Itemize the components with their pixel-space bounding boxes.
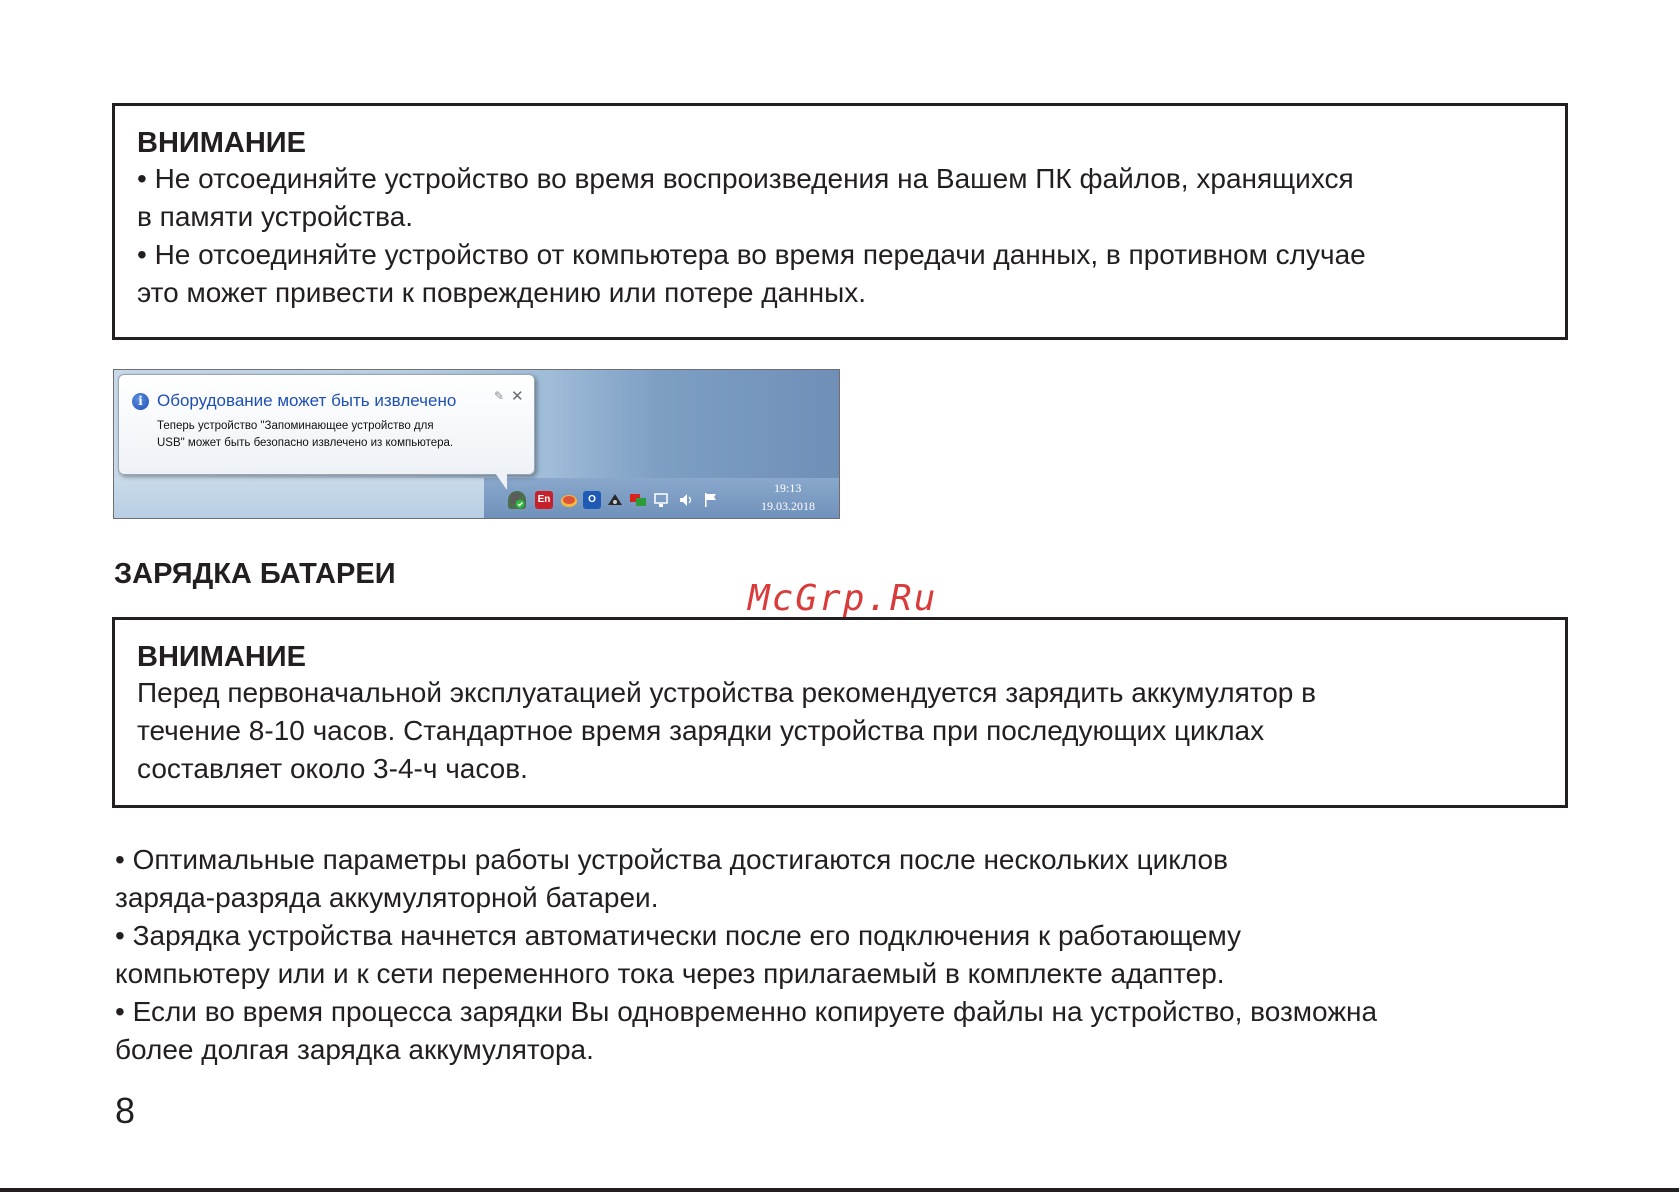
section-heading: ЗАРЯДКА БАТАРЕИ: [114, 558, 396, 590]
network-icon[interactable]: [629, 491, 647, 509]
watermark: McGrp.Ru: [748, 578, 938, 619]
bottom-rule: [0, 1188, 1679, 1192]
warning-line: это может привести к повреждению или потере данных.: [137, 277, 867, 308]
body-line: • Если во время процесса зарядки Вы одновременно копируете файлы на устройство, возможна: [115, 996, 1378, 1027]
safely-remove-hardware-icon[interactable]: [508, 491, 526, 509]
app-icon[interactable]: [560, 491, 578, 509]
notification-balloon[interactable]: [118, 374, 535, 475]
warning-title: ВНИМАНИЕ: [137, 641, 306, 673]
warning-line: течение 8-10 часов. Стандартное время зарядки устройства при последующих циклах: [137, 715, 1265, 746]
balloon-tail: [493, 470, 507, 490]
warning-box-charging: [112, 617, 1568, 808]
volume-icon[interactable]: [677, 491, 695, 509]
warning-line: составляет около 3-4-ч часов.: [137, 753, 528, 784]
body-line: • Зарядка устройства начнется автоматически после его подключения к работающему: [115, 920, 1242, 951]
warning-line: в памяти устройства.: [137, 201, 414, 232]
taskbar: [114, 478, 484, 519]
page-number: 8: [115, 1090, 136, 1131]
display-icon[interactable]: [653, 491, 671, 509]
body-line: более долгая зарядка аккумулятора.: [115, 1034, 594, 1065]
warning-line: • Не отсоединяйте устройство во время воспроизведения на Вашем ПК файлов, хранящихся: [137, 163, 1354, 194]
safe-removal-screenshot: [113, 369, 840, 519]
network-tool-icon[interactable]: [606, 491, 624, 509]
clock-date[interactable]: 19.03.2018: [761, 499, 815, 513]
action-center-flag-icon[interactable]: [702, 491, 720, 509]
close-icon[interactable]: ✕: [511, 388, 524, 405]
charging-notes: [115, 841, 1575, 1069]
warning-box-disconnect: [112, 103, 1568, 340]
language-indicator[interactable]: En: [535, 491, 553, 509]
warning-title: ВНИМАНИЕ: [137, 127, 306, 159]
clock-time[interactable]: 19:13: [774, 481, 802, 495]
balloon-title: Оборудование может быть извлечено: [157, 391, 457, 410]
body-line: компьютеру или и к сети переменного тока через прилагаемый в комплекте адаптер.: [115, 958, 1225, 989]
warning-line: • Не отсоединяйте устройство от компьютера во время передачи данных, в противном случае: [137, 239, 1366, 270]
info-icon: i: [132, 393, 149, 410]
outlook-icon[interactable]: O: [583, 491, 601, 509]
body-line: заряда-разряда аккумуляторной батареи.: [115, 882, 659, 913]
body-line: • Оптимальные параметры работы устройства достигаются после нескольких циклов: [115, 844, 1228, 875]
warning-line: Перед первоначальной эксплуатацией устройства рекомендуется зарядить аккумулятор в: [137, 677, 1317, 708]
balloon-message: Теперь устройство "Запоминающее устройство для USB" может быть безопасно извлечено из компьютера.: [157, 420, 454, 449]
pin-icon[interactable]: ✎: [494, 389, 505, 403]
